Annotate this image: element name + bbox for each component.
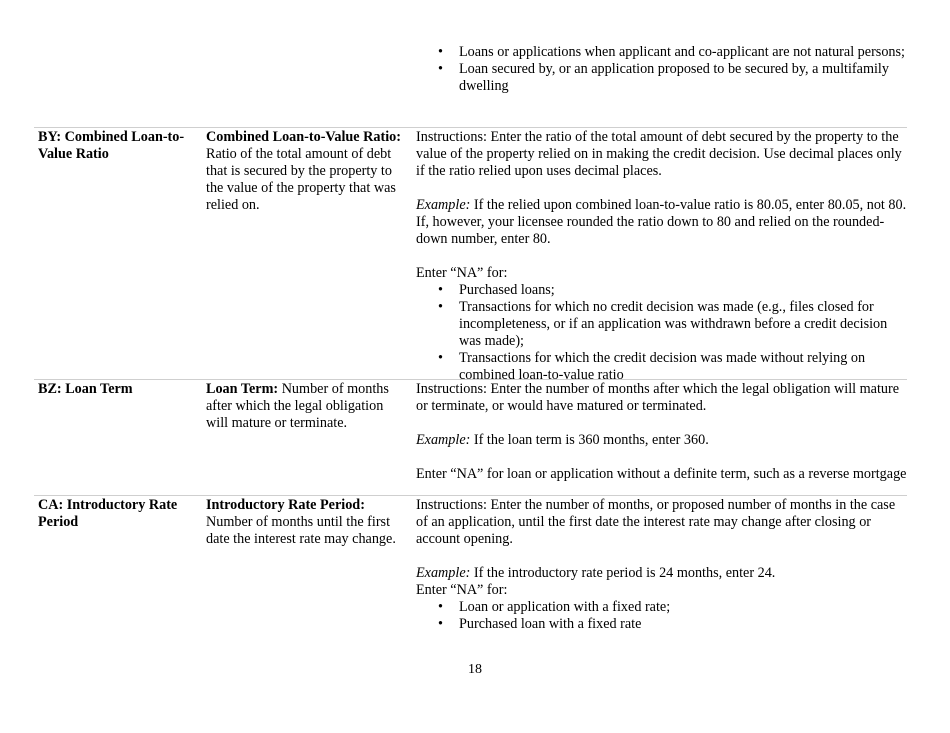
- definition-term: Combined Loan-to-Value Ratio:: [206, 129, 401, 145]
- example-text: If the loan term is 360 months, enter 360.: [473, 432, 709, 448]
- example-text: If the introductory rate period is 24 months, enter 24.: [473, 565, 776, 581]
- page-number: 18: [468, 662, 482, 677]
- definition-ca: [206, 497, 406, 548]
- na-list: [416, 599, 908, 633]
- example-label: Example:: [416, 565, 471, 581]
- definition-by: [206, 129, 402, 214]
- na-text: Enter “NA” for loan or application without a definite term, such as a reverse mortgage: [416, 466, 907, 482]
- definition-text: Number of months after which the legal obligation will mature or terminate.: [206, 381, 389, 431]
- instructions-text: Instructions: Enter the number of months, or proposed number of months in the case of an application, until the first date the interest rate may change after closing or account opening.: [416, 497, 896, 547]
- definition-text: Ratio of the total amount of debt that is secured by the property to the value of the property that was relied on.: [206, 146, 396, 213]
- row-divider: [34, 495, 907, 496]
- list-item: • Loans or applications when applicant and co-applicant are not natural persons;: [416, 44, 908, 61]
- list-item: • Purchased loans;: [416, 282, 908, 299]
- row-divider: [34, 379, 907, 380]
- example-paragraph: [416, 565, 908, 582]
- example-paragraph: [416, 197, 908, 248]
- instructions-text: Instructions: Enter the ratio of the total amount of debt secured by the property to the value of the property relied on in making the credit decision. Use decimal places only if the ratio relied upon uses decimal places.: [416, 129, 902, 179]
- instructions-text: Instructions: Enter the number of months after which the legal obligation will mature or terminate, or would have matured or terminated.: [416, 381, 900, 414]
- continuation-list: [416, 44, 908, 95]
- field-label-by: BY: Combined Loan-to-Value Ratio: [38, 129, 185, 162]
- example-label: Example:: [416, 197, 471, 213]
- example-text: If the relied upon combined loan-to-value ratio is 80.05, enter 80.05, not 80. If, however, your licensee rounded the ratio down to 80 and relied on the rounded-down number, enter 80.: [416, 197, 907, 247]
- na-intro: Enter “NA” for:: [416, 265, 508, 281]
- na-intro: Enter “NA” for:: [416, 582, 508, 598]
- definition-text: Number of months until the first date the interest rate may change.: [206, 514, 396, 547]
- instructions-bz: [416, 381, 908, 483]
- field-label-bz: BZ: Loan Term: [38, 381, 133, 397]
- continuation-list-block: [416, 44, 908, 95]
- row-divider: [34, 127, 907, 128]
- list-item: • Transactions for which no credit decision was made (e.g., files closed for incompleteness, or if an application was withdrawn before a credit decision was made);: [416, 299, 908, 350]
- definition-bz: [206, 381, 402, 432]
- definition-term: Introductory Rate Period:: [206, 497, 365, 513]
- instructions-ca: [416, 497, 908, 633]
- list-item: • Transactions for which the credit decision was made without relying on combined loan-to-value ratio: [416, 350, 908, 384]
- list-item: • Purchased loan with a fixed rate: [416, 616, 908, 633]
- definition-term: Loan Term:: [206, 381, 279, 397]
- list-item: • Loan secured by, or an application proposed to be secured by, a multifamily dwelling: [416, 61, 908, 95]
- instructions-by: [416, 129, 908, 384]
- field-label-ca: CA: Introductory Rate Period: [38, 497, 178, 530]
- list-item: • Loan or application with a fixed rate;: [416, 599, 908, 616]
- example-paragraph: [416, 432, 908, 449]
- na-list: [416, 282, 908, 384]
- example-label: Example:: [416, 432, 471, 448]
